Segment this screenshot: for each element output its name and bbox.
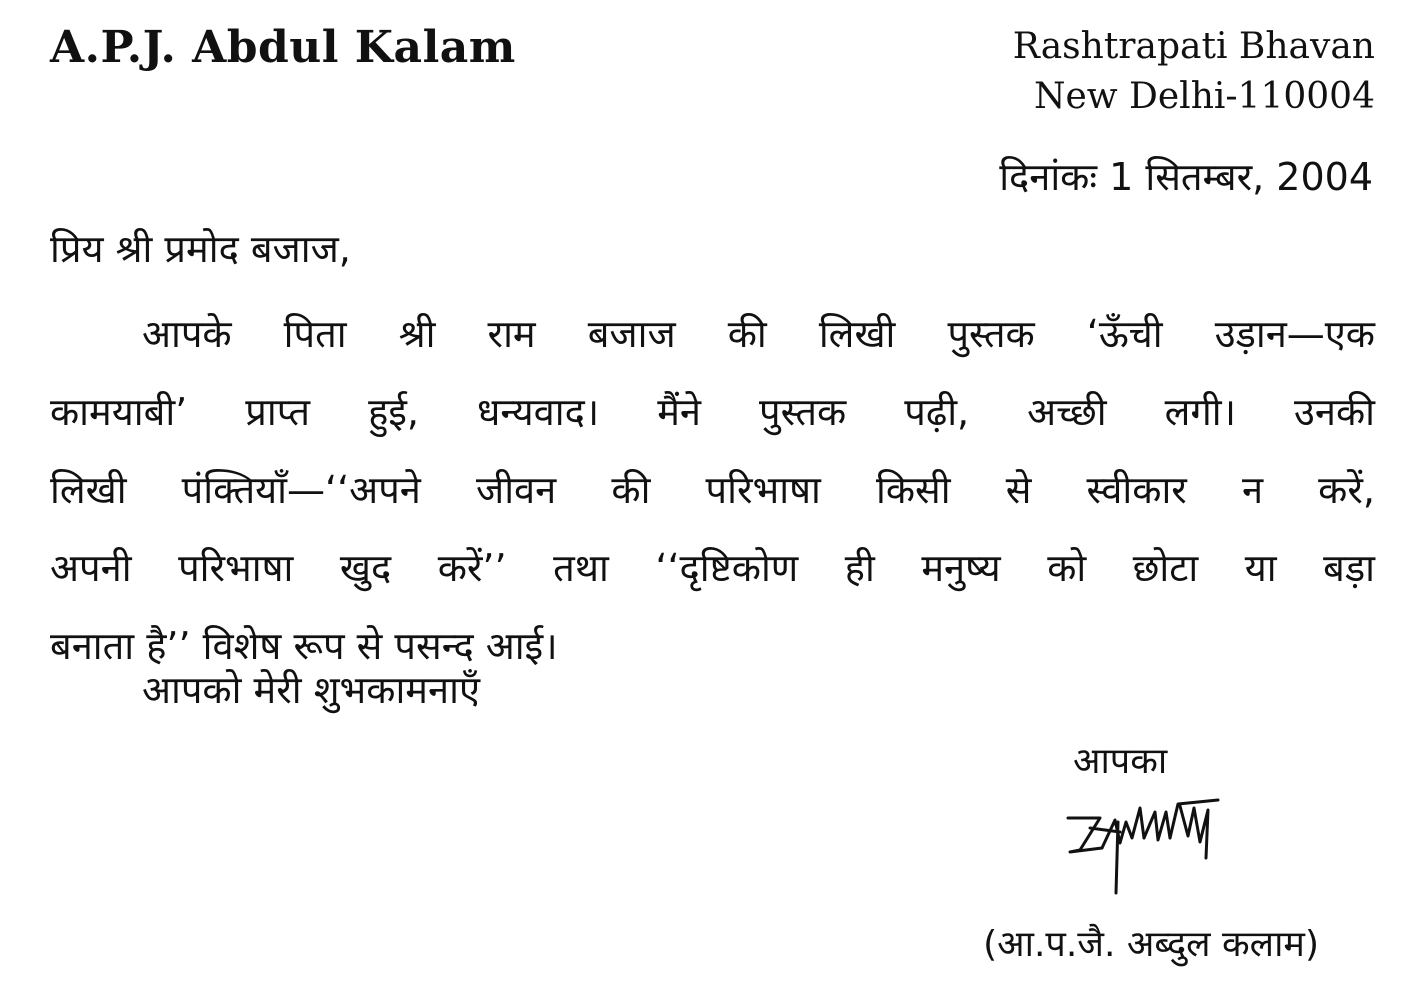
body-line: आपके पिता श्री राम बजाज की लिखी पुस्तक ‘ऊँची उड़ान—एक [142, 312, 1375, 356]
address-line-2: New Delhi-110004 [1033, 76, 1375, 117]
sender-name: A.P.J. Abdul Kalam [50, 22, 516, 73]
letter-date: दिनांकः 1 सितम्बर, 2004 [999, 155, 1373, 199]
letter-body [50, 295, 1375, 685]
printed-name: (आ.प.जै. अब्दुल कलाम) [983, 924, 1319, 965]
salutation: प्रिय श्री प्रमोद बजाज, [50, 227, 351, 271]
closing-yours: आपका [1073, 741, 1168, 782]
closing-wish: आपको मेरी शुभकामनाएँ [142, 668, 480, 712]
address-line-1: Rashtrapati Bhavan [1012, 26, 1375, 67]
signature-image [1060, 798, 1230, 898]
sender-address [1013, 22, 1375, 122]
body-line: लिखी पंक्तियाँ—‘‘अपने जीवन की परिभाषा किसी से स्वीकार न करें, [50, 468, 1375, 512]
body-line: अपनी परिभाषा खुद करें’’ तथा ‘‘दृष्टिकोण ही मनुष्य को छोटा या बड़ा [50, 546, 1375, 590]
body-line: कामयाबी’ प्राप्त हुई, धन्यवाद। मैंने पुस्तक पढ़ी, अच्छी लगी। उनकी [50, 390, 1375, 434]
body-line: बनाता है’’ विशेष रूप से पसन्द आई। [50, 624, 558, 668]
